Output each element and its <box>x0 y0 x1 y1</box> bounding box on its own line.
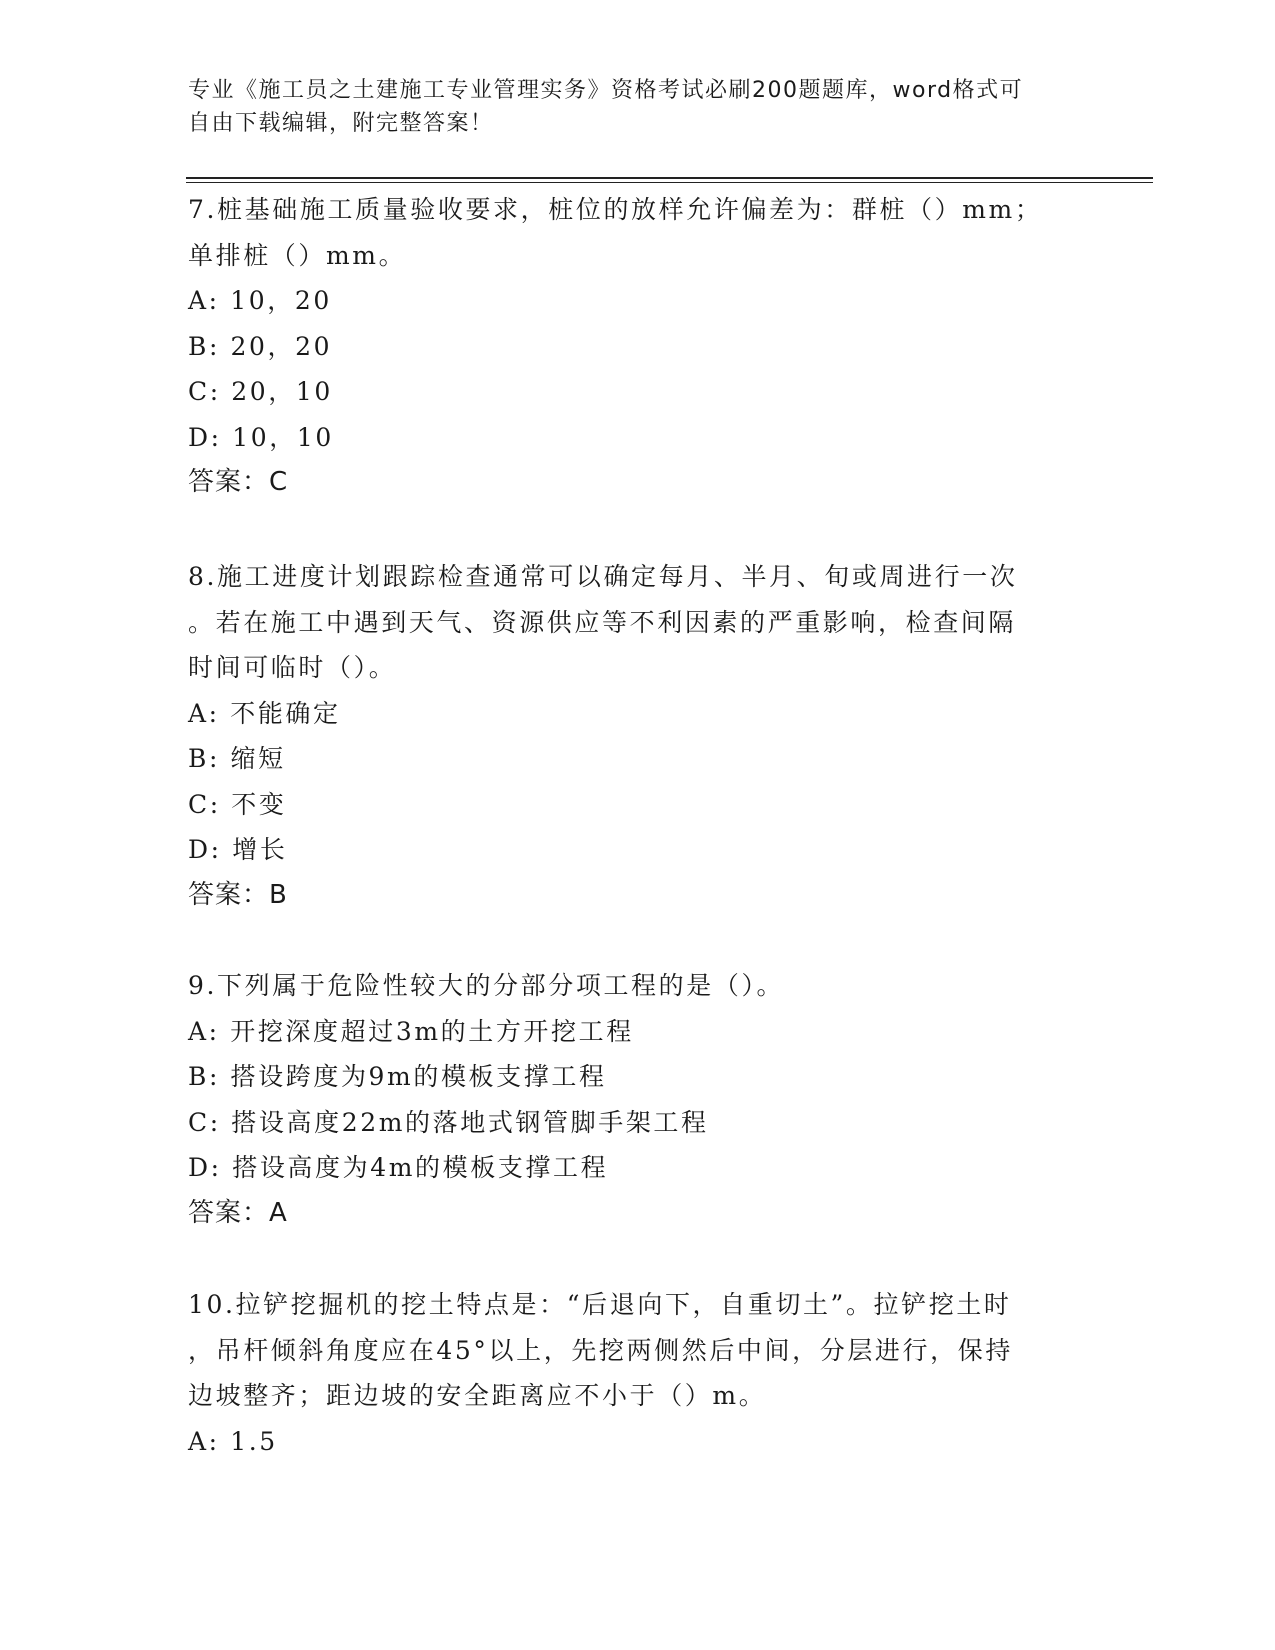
question-10 <box>188 1282 1088 1464</box>
question-9 <box>188 963 1088 1236</box>
header-line-2: 自由下载编辑，附完整答案！ <box>188 111 494 136</box>
question-8-stem-line-2: 。若在施工中遇到天气、资源供应等不利因素的严重影响，检查间隔 <box>188 607 1017 637</box>
header-divider <box>186 177 1153 179</box>
question-9-option-b: B: 搭设跨度为9m的模板支撑工程 <box>188 1062 607 1091</box>
question-8-stem-line-1: 8.施工进度计划跟踪检查通常可以确定每月、半月、旬或周进行一次 <box>188 562 1018 591</box>
question-8-answer: 答案：B <box>188 879 288 910</box>
question-9-stem-line-1: 9.下列属于危险性较大的分部分项工程的是（）。 <box>188 971 785 1000</box>
question-7-stem-line-2: 单排桩（）mm。 <box>188 240 407 270</box>
question-7-option-b: B: 20，20 <box>188 331 333 361</box>
header-line-1: 专业《施工员之土建施工专业管理实务》资格考试必刷200题题库，word格式可 <box>188 78 1024 103</box>
question-8 <box>188 554 1088 918</box>
question-8-option-c: C: 不变 <box>188 789 287 819</box>
question-7-option-a: A: 10，20 <box>188 286 332 315</box>
question-8-stem-line-3: 时间可临时（）。 <box>188 653 397 682</box>
document-header <box>188 74 1088 140</box>
question-7-option-d: D: 10，10 <box>188 422 334 452</box>
question-8-option-b: B: 缩短 <box>188 744 286 773</box>
question-10-stem-line-1: 10.拉铲挖掘机的挖土特点是：“后退向下，自重切土”。拉铲挖土时 <box>188 1290 1012 1319</box>
question-10-stem-line-3: 边坡整齐；距边坡的安全距离应不小于（）m。 <box>188 1381 767 1410</box>
question-7-stem-line-1: 7.桩基础施工质量验收要求，桩位的放样允许偏差为：群桩（）mm； <box>188 195 1043 224</box>
question-9-answer: 答案：A <box>188 1197 288 1228</box>
question-7-answer: 答案：C <box>188 467 289 497</box>
question-7-option-c: C: 20，10 <box>188 377 333 406</box>
question-8-option-d: D: 增长 <box>188 835 288 864</box>
question-7 <box>188 187 1088 506</box>
question-10-stem-line-2: ，吊杆倾斜角度应在45°以上，先挖两侧然后中间，分层进行，保持 <box>188 1335 1013 1365</box>
question-9-option-a: A: 开挖深度超过3m的土方开挖工程 <box>188 1016 634 1046</box>
question-8-option-a: A: 不能确定 <box>188 698 341 728</box>
question-10-option-a: A: 1.5 <box>188 1426 278 1456</box>
header-divider-thin <box>186 182 1153 183</box>
question-9-option-d: D: 搭设高度为4m的模板支撑工程 <box>188 1153 609 1182</box>
question-9-option-c: C: 搭设高度22m的落地式钢管脚手架工程 <box>188 1107 709 1137</box>
